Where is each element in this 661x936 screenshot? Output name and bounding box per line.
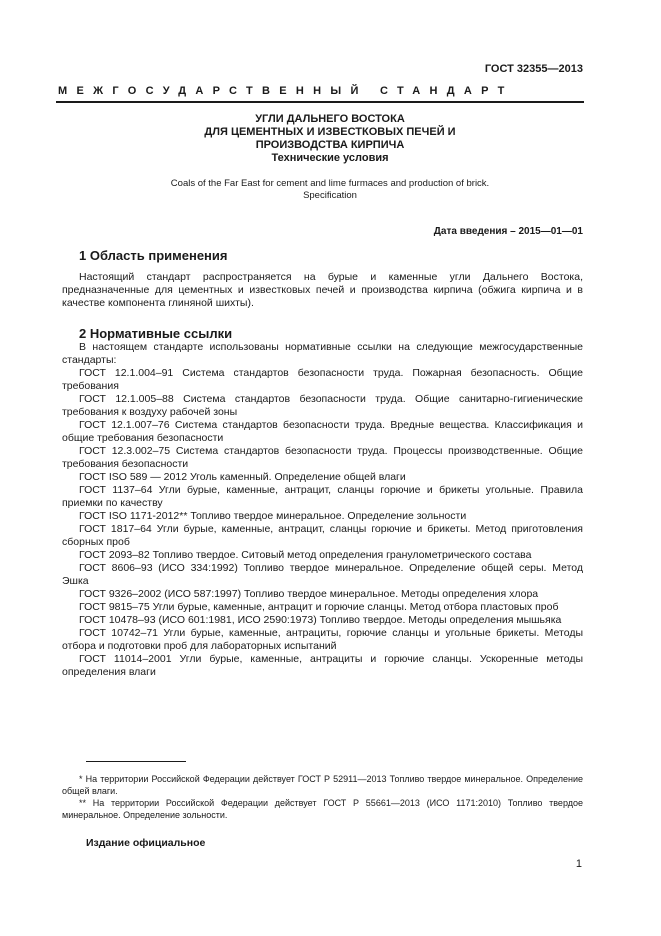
- section-2-body: [62, 341, 583, 679]
- reference-item: ГОСТ 9326–2002 (ИСО 587:1997) Топливо твердое минеральное. Методы определения хлора: [79, 588, 539, 600]
- standard-code: ГОСТ 32355—2013: [484, 63, 583, 75]
- reference-item: ГОСТ 12.1.005–88 Система стандартов безопасности труда. Общие санитарно-гигиенические требования к воздуху рабочей зоны: [62, 393, 583, 418]
- title-line: УГЛИ ДАЛЬНЕГО ВОСТОКА: [255, 113, 405, 125]
- reference-item: ГОСТ 11014–2001 Угли бурые, каменные, антрациты и горючие сланцы. Ускоренные методы определения влаги: [62, 653, 583, 678]
- reference-item: ГОСТ 9815–75 Угли бурые, каменные, антрацит и горючие сланцы. Метод отбора пластовых проб: [79, 601, 559, 613]
- title-line: ПРОИЗВОДСТВА КИРПИЧА: [255, 139, 405, 151]
- reference-item: ГОСТ 1817–64 Угли бурые, каменные, антрацит, сланцы горючие и брикеты. Метод приготовления сборных проб: [62, 523, 583, 548]
- standard-banner: МЕЖГОСУДАРСТВЕННЫЙ СТАНДАРТ: [58, 85, 514, 97]
- page-number: 1: [575, 858, 582, 870]
- reference-item: ГОСТ ISO 589 — 2012 Уголь каменный. Определение общей влаги: [79, 471, 406, 483]
- footnote-separator: [86, 761, 186, 762]
- reference-item: ГОСТ 12.1.004–91 Система стандартов безопасности труда. Пожарная безопасность. Общие требования: [62, 367, 583, 392]
- title-subtitle: Технические условия: [271, 152, 389, 164]
- reference-item: ГОСТ 10478–93 (ИСО 601:1981, ИСО 2590:1973) Топливо твердое. Методы определения мышьяка: [79, 614, 562, 626]
- title-line: ДЛЯ ЦЕМЕНТНЫХ И ИЗВЕСТКОВЫХ ПЕЧЕЙ И: [204, 126, 456, 138]
- reference-item: ГОСТ 1137–64 Угли бурые, каменные, антрацит, сланцы горючие и брикеты угольные. Правила приемки по качеству: [62, 484, 583, 509]
- english-title: [90, 178, 570, 202]
- reference-item: ГОСТ 2093–82 Топливо твердое. Ситовый метод определения гранулометрического состава: [79, 549, 532, 561]
- section-2-heading: 2 Нормативные ссылки: [79, 326, 233, 341]
- section-1-body: [62, 271, 583, 310]
- footnotes: [62, 773, 583, 821]
- footnote: ** На территории Российской Федерации действует ГОСТ Р 55661—2013 (ИСО 1171:2010) Топливо твердое минеральное. Определение зольности.: [62, 798, 583, 820]
- section-2-intro: В настоящем стандарте использованы нормативные ссылки на следующие межгосударственные стандарты:: [62, 341, 583, 366]
- reference-item: ГОСТ ISO 1171-2012** Топливо твердое минеральное. Определение зольности: [79, 510, 467, 522]
- reference-item: ГОСТ 8606–93 (ИСО 334:1992) Топливо твердое минеральное. Определение общей серы. Метод Эшка: [62, 562, 583, 587]
- section-1-heading: 1 Область применения: [79, 248, 228, 263]
- edition-label: Издание официальное: [86, 837, 206, 849]
- reference-item: ГОСТ 12.3.002–75 Система стандартов безопасности труда. Процессы производственные. Общие требования безопасности: [62, 445, 583, 470]
- reference-item: ГОСТ 12.1.007–76 Система стандартов безопасности труда. Вредные вещества. Классификация и общие требования безопасности: [62, 419, 583, 444]
- english-title-line: Specification: [303, 190, 357, 201]
- header-rule: [56, 101, 584, 103]
- english-title-line: Coals of the Far East for cement and lime furmaces and production of brick.: [170, 178, 490, 189]
- reference-item: ГОСТ 10742–71 Угли бурые, каменные, антрациты, горючие сланцы и угольные брикеты. Методы отбора и подготовки проб для лабораторных испытаний: [62, 627, 583, 652]
- section-1-paragraph: Настоящий стандарт распространяется на бурые и каменные угли Дальнего Востока, предназначенные для цементных и известковых печей и производства кирпича (обжига кирпича и в качестве компонента глиняной шихты).: [62, 271, 583, 309]
- date-of-introduction: Дата введения – 2015—01—01: [433, 226, 583, 237]
- footnote: * На территории Российской Федерации действует ГОСТ Р 52911—2013 Топливо твердое минеральное. Определение общей влаги.: [62, 774, 583, 796]
- title-block: [90, 113, 570, 165]
